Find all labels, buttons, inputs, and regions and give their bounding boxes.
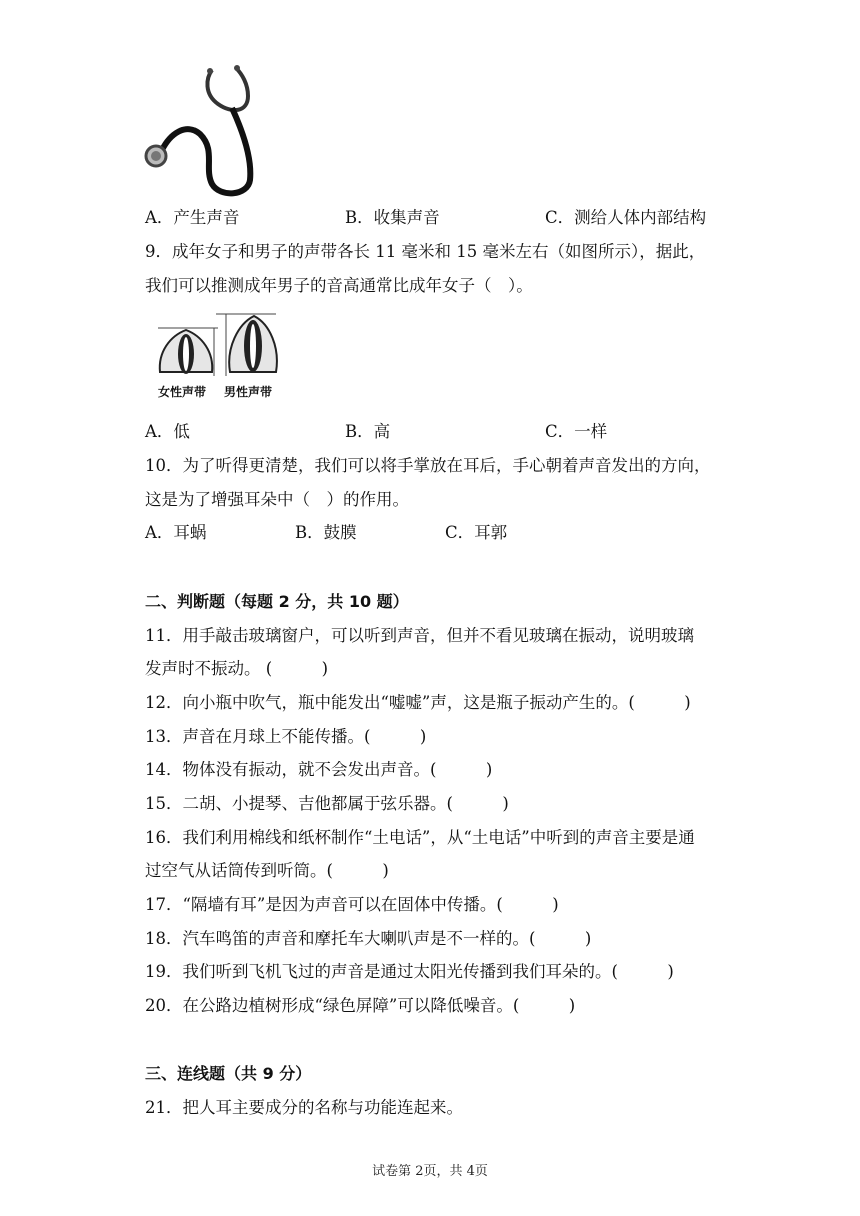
q16-line-1: 16．我们利用棉线和纸杯制作“土电话”，从“土电话”中听到的声音主要是通 <box>145 828 695 847</box>
q10-option-c: C．耳郭 <box>445 523 508 542</box>
q21: 21．把人耳主要成分的名称与功能连起来。 <box>145 1098 463 1117</box>
q11-line-1: 11．用手敲击玻璃窗户，可以听到声音，但并不看见玻璃在振动，说明玻璃 <box>145 626 694 645</box>
q12: 12．向小瓶中吹气，瓶中能发出“嘘嘘”声，这是瓶子振动产生的。( ) <box>145 693 691 712</box>
male-vocal-cords-label: 男性声带 <box>224 385 273 399</box>
q18: 18．汽车鸣笛的声音和摩托车大喇叭声是不一样的。( ) <box>145 929 592 948</box>
vocal-cords-figure <box>152 312 282 404</box>
page-footer: 试卷第 2页，共 4页 <box>372 1164 488 1179</box>
q11-line-2: 发声时不振动。 ( ) <box>145 659 329 678</box>
q9-option-c: C．一样 <box>545 422 608 441</box>
section-2-title: 二、判断题（每题 2 分，共 10 题） <box>145 592 409 611</box>
q15: 15．二胡、小提琴、吉他都属于弦乐器。( ) <box>145 794 509 813</box>
q10-option-a: A．耳蜗 <box>145 523 207 542</box>
q10-line-2: 这是为了增强耳朵中（ ）的作用。 <box>145 490 409 509</box>
stethoscope-image <box>140 64 260 200</box>
q8-option-b: B．收集声音 <box>345 208 440 227</box>
q9-line-1: 9．成年女子和男子的声带各长 11 毫米和 15 毫米左右（如图所示），据此， <box>145 242 706 261</box>
q16-line-2: 过空气从话筒传到听筒。( ) <box>145 861 389 880</box>
q17: 17．“隔墙有耳”是因为声音可以在固体中传播。( ) <box>145 895 559 914</box>
q13: 13．声音在月球上不能传播。( ) <box>145 727 427 746</box>
q9-line-2: 我们可以推测成年男子的音高通常比成年女子（ ）。 <box>145 276 533 295</box>
q19: 19．我们听到飞机飞过的声音是通过太阳光传播到我们耳朵的。( ) <box>145 962 674 981</box>
q9-option-b: B．高 <box>345 422 391 441</box>
q10-option-b: B．鼓膜 <box>295 523 357 542</box>
q10-line-1: 10．为了听得更清楚，我们可以将手掌放在耳后，手心朝着声音发出的方向， <box>145 456 711 475</box>
female-vocal-cords-label: 女性声带 <box>158 385 207 399</box>
section-3-title: 三、连线题（共 9 分） <box>145 1064 312 1083</box>
q14: 14．物体没有振动，就不会发出声音。( ) <box>145 760 493 779</box>
q9-option-a: A．低 <box>145 422 190 441</box>
q8-option-c: C．测给人体内部结构 <box>545 208 707 227</box>
q8-option-a: A．产生声音 <box>145 208 240 227</box>
q20: 20．在公路边植树形成“绿色屏障”可以降低噪音。( ) <box>145 996 576 1015</box>
